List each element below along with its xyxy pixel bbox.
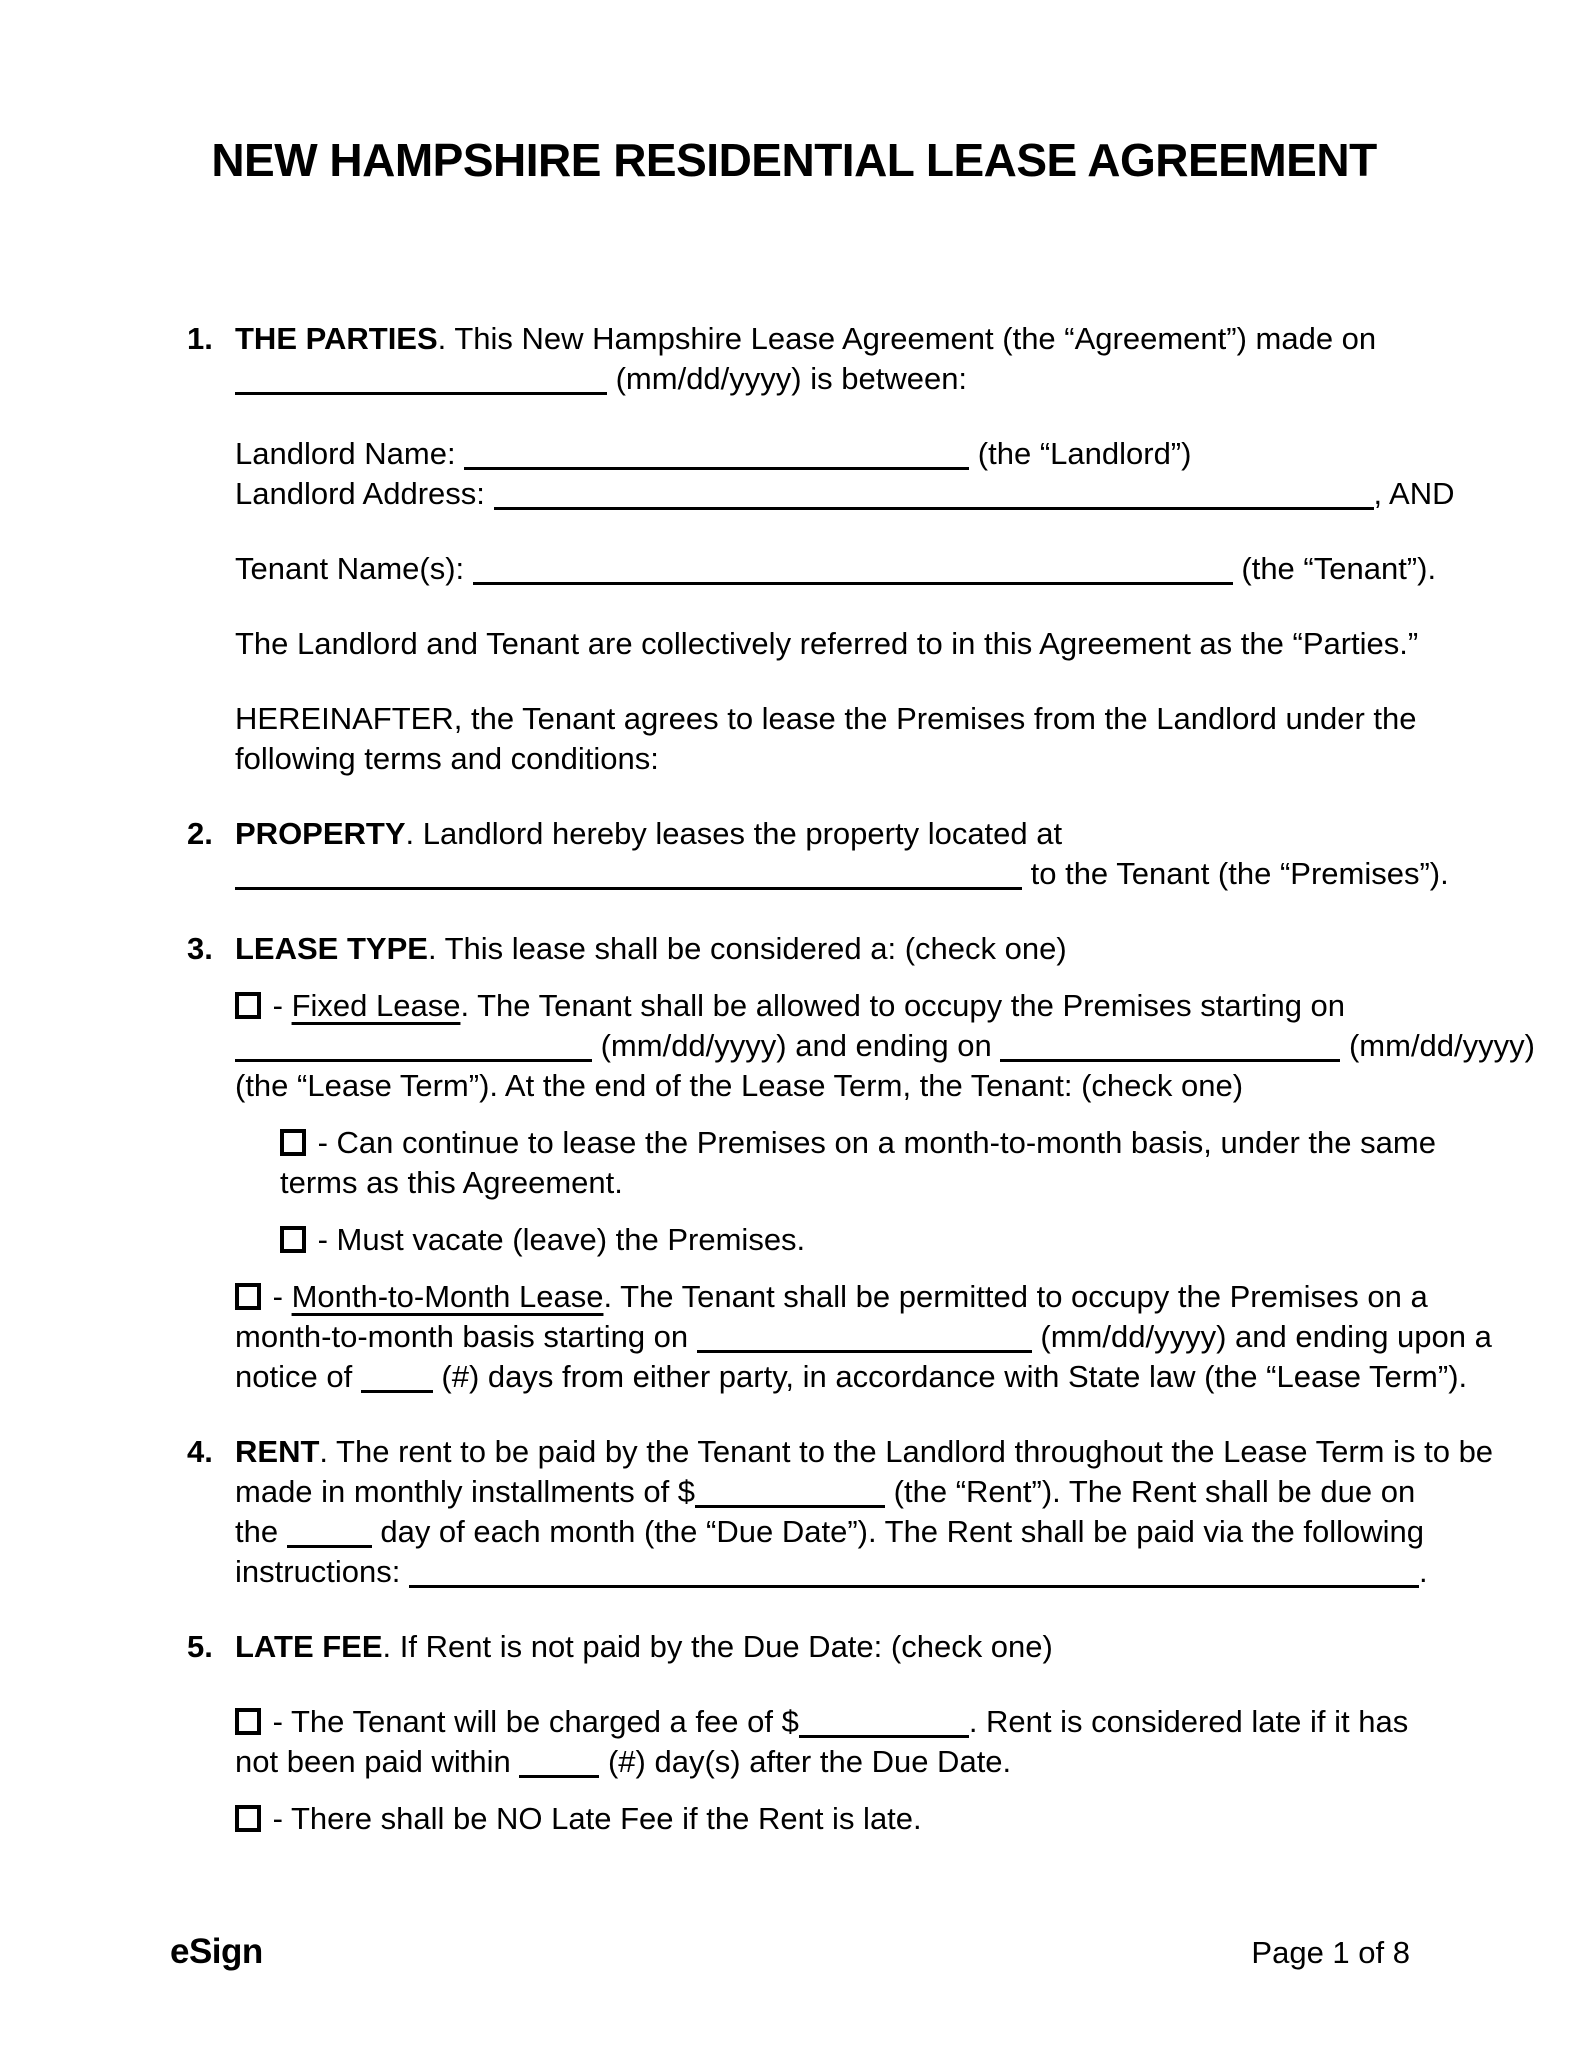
- text-run: month-to-month basis starting on: [235, 1319, 697, 1354]
- late-fee-section-heading: [143, 1627, 1445, 1667]
- text-run: (mm/dd/yyyy): [1340, 1028, 1535, 1063]
- fixed-lease-option-line-1: [143, 986, 1445, 1026]
- late-fee-amount-field[interactable]: [799, 1725, 969, 1738]
- text-run: - Must vacate (leave) the Premises.: [309, 1222, 806, 1257]
- bold-text-run: LATE FEE: [235, 1629, 383, 1664]
- month-to-month-option-line-2: [143, 1317, 1492, 1357]
- document-body: [143, 319, 1535, 1839]
- landlord-name-field[interactable]: [464, 457, 969, 470]
- late-fee-charged-checkbox[interactable]: [235, 1708, 261, 1735]
- text-run: not been paid within: [235, 1744, 520, 1779]
- property-section-heading: [143, 814, 1445, 854]
- text-run: - There shall be NO Late Fee if the Rent is late.: [264, 1801, 922, 1836]
- continue-option-line-1: [143, 1123, 1445, 1163]
- continue-month-to-month-checkbox[interactable]: [280, 1129, 306, 1156]
- text-run: terms as this Agreement.: [280, 1165, 623, 1200]
- parties-collective-line: [143, 624, 1445, 664]
- text-run: . The Tenant shall be allowed to occupy the Premises starting on: [460, 988, 1346, 1023]
- text-run: -: [264, 1279, 292, 1314]
- page-number-label: Page 1 of 8: [1251, 1935, 1410, 1970]
- text-run: Landlord Address:: [235, 476, 494, 511]
- payment-instructions-field[interactable]: [409, 1575, 1419, 1588]
- must-vacate-option-line: [143, 1220, 1445, 1260]
- rent-due-day-field[interactable]: [287, 1535, 372, 1548]
- underlined-text-run: Fixed Lease: [291, 988, 461, 1023]
- text-run: (mm/dd/yyyy) and ending upon a: [1031, 1319, 1492, 1354]
- text-run: Landlord Name:: [235, 436, 465, 471]
- text-run: . If Rent is not paid by the Due Date: (check one): [382, 1629, 1053, 1664]
- late-fee-option-line-2: [143, 1742, 1445, 1782]
- fixed-lease-option-line-2: [143, 1026, 1535, 1066]
- lease-type-section-heading: [143, 929, 1445, 969]
- bold-text-run: PROPERTY: [235, 816, 406, 851]
- agreement-date-field[interactable]: [235, 382, 607, 395]
- text-run: (the “Lease Term”). At the end of the Lease Term, the Tenant: (check one): [235, 1068, 1244, 1103]
- section-number: 2.: [187, 816, 213, 851]
- text-run: (the “Landlord”): [969, 436, 1192, 471]
- text-run: day of each month (the “Due Date”). The Rent shall be paid via the following: [371, 1514, 1425, 1549]
- fixed-lease-checkbox[interactable]: [235, 992, 261, 1019]
- document-title: NEW HAMPSHIRE RESIDENTIAL LEASE AGREEMENT: [211, 134, 1377, 186]
- continue-option-line-2: [143, 1163, 1445, 1203]
- text-run: . This New Hampshire Lease Agreement (the “Agreement”) made on: [437, 321, 1377, 356]
- page-footer: [170, 1932, 1410, 1972]
- fixed-lease-option-line-3: [143, 1066, 1445, 1106]
- hereinafter-line-1: [143, 699, 1445, 739]
- text-run: to the Tenant (the “Premises”).: [1022, 856, 1449, 891]
- tenant-names-field[interactable]: [473, 572, 1233, 585]
- text-run: (#) day(s) after the Due Date.: [599, 1744, 1012, 1779]
- text-run: (mm/dd/yyyy) is between:: [607, 361, 968, 396]
- month-to-month-option-line-3: [143, 1357, 1468, 1397]
- lease-end-date-field[interactable]: [1000, 1049, 1340, 1062]
- esign-logo: eSign: [170, 1932, 263, 1971]
- landlord-address-line: [143, 474, 1455, 514]
- no-late-fee-checkbox[interactable]: [235, 1805, 261, 1832]
- notice-days-field[interactable]: [361, 1380, 433, 1393]
- late-fee-option-line-1: [143, 1702, 1445, 1742]
- month-to-month-option-line-1: [143, 1277, 1445, 1317]
- text-run: - The Tenant will be charged a fee of $: [264, 1704, 799, 1739]
- text-run: made in monthly installments of $: [235, 1474, 696, 1509]
- text-run: The Landlord and Tenant are collectively referred to in this Agreement as the “Parties.”: [235, 626, 1419, 661]
- text-run: . Landlord hereby leases the property located at: [405, 816, 1063, 851]
- bold-text-run: THE PARTIES: [235, 321, 438, 356]
- text-run: following terms and conditions:: [235, 741, 659, 776]
- text-run: . The rent to be paid by the Tenant to the Landlord throughout the Lease Term is to be: [319, 1434, 1494, 1469]
- section-number: 5.: [187, 1629, 213, 1664]
- text-run: . The Tenant shall be permitted to occupy the Premises on a: [603, 1279, 1428, 1314]
- text-run: (the “Rent”). The Rent shall be due on: [885, 1474, 1416, 1509]
- rent-amount-field[interactable]: [695, 1495, 885, 1508]
- parties-section-heading: [143, 319, 1445, 359]
- rent-section-heading: [143, 1432, 1494, 1472]
- text-run: the: [235, 1514, 287, 1549]
- hereinafter-line-2: [143, 739, 1445, 779]
- m2m-start-date-field[interactable]: [697, 1340, 1032, 1353]
- text-run: notice of: [235, 1359, 361, 1394]
- bold-text-run: LEASE TYPE: [235, 931, 428, 966]
- text-run: , AND: [1373, 476, 1455, 511]
- text-run: HEREINAFTER, the Tenant agrees to lease the Premises from the Landlord under the: [235, 701, 1417, 736]
- landlord-name-line: [143, 434, 1445, 474]
- section-number: 4.: [187, 1434, 213, 1469]
- rent-line-4: [143, 1552, 1445, 1592]
- section-number: 1.: [187, 321, 213, 356]
- underlined-text-run: Month-to-Month Lease: [291, 1279, 604, 1314]
- no-late-fee-option-line: [143, 1799, 1445, 1839]
- month-to-month-lease-checkbox[interactable]: [235, 1283, 261, 1310]
- text-run: - Can continue to lease the Premises on a month-to-month basis, under the same: [309, 1125, 1436, 1160]
- late-fee-days-field[interactable]: [519, 1765, 599, 1778]
- text-run: -: [264, 988, 292, 1023]
- agreement-date-line: [143, 359, 1445, 399]
- property-address-field[interactable]: [235, 877, 1022, 890]
- must-vacate-checkbox[interactable]: [280, 1226, 306, 1253]
- text-run: (the “Tenant”).: [1232, 551, 1437, 586]
- property-address-line: [143, 854, 1449, 894]
- text-run: (#) days from either party, in accordance with State law (the “Lease Term”).: [432, 1359, 1468, 1394]
- text-run: instructions:: [235, 1554, 410, 1589]
- bold-text-run: RENT: [235, 1434, 320, 1469]
- rent-line-2: [143, 1472, 1445, 1512]
- rent-line-3: [143, 1512, 1445, 1552]
- text-run: .: [1419, 1554, 1428, 1589]
- text-run: . Rent is considered late if it has: [968, 1704, 1409, 1739]
- landlord-address-field[interactable]: [494, 497, 1374, 510]
- tenant-name-line: [143, 549, 1445, 589]
- lease-start-date-field[interactable]: [235, 1049, 592, 1062]
- text-run: (mm/dd/yyyy) and ending on: [592, 1028, 1001, 1063]
- text-run: Tenant Name(s):: [235, 551, 473, 586]
- text-run: . This lease shall be considered a: (check one): [427, 931, 1067, 966]
- section-number: 3.: [187, 931, 213, 966]
